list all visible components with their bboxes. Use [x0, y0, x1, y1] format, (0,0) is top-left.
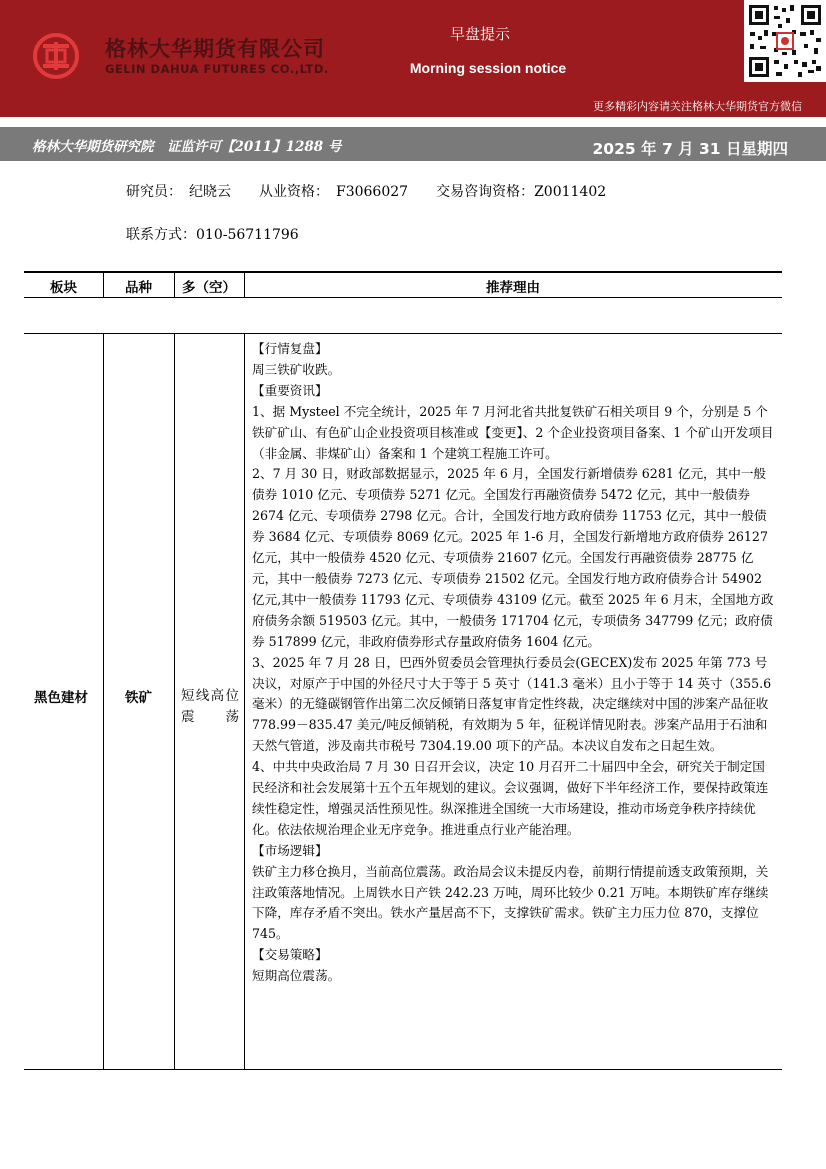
- reason-paragraph: 2、7 月 30 日，财政部数据显示，2025 年 6 月，全国发行新增债券 6281 亿元，其中一般债券 1010 亿元、专项债券 5271 亿元。全国发行再融资债券 5472 亿元，其中一般债券 2674 亿元、专项债券 2798 亿元。合计，全国发行地方政府债券 11753 亿元，其中一般债券 3684 亿元、专项债券 8069 亿元。2025 年 1-6 月，全国发行新增地方政府债券 26127 亿元，其中一般债券 4520 亿元、专项债券 21607 亿元。全国发行再融资债券 28775 亿元，其中一般债券 7273 亿元、专项债券 21502 亿元。全国发行地方政府债券合计 54902 亿元,其中一般债券 11793 亿元、专项债券 43109 亿元。截至 2025 年 6 月末，全国地方政府债务余额 519503 亿元。其中，一般债务 171704 亿元，专项债务 347799 亿元；政府债券 517899 亿元，非政府债券形式存量政府债务 1604 亿元。: [252, 466, 774, 649]
- reason-paragraph: 4、中共中央政治局 7 月 30 日召开会议，决定 10 月召开二十届四中全会，研究关于制定国民经济和社会发展第十五个五年规划的建议。会议强调，做好下半年经济工作，要保持政策连续性稳定性，增强灵活性预见性。纵深推进全国统一大市场建设，推动市场竞争秩序持续优化。依法依规治理企业无序竞争。推进重点行业产能治理。: [252, 759, 769, 837]
- contact-info: 联系方式：010-56711796: [126, 227, 299, 243]
- reason-paragraph: 短期高位震荡。: [252, 968, 341, 984]
- column-divider: [244, 333, 245, 1070]
- reason-cell: [252, 339, 776, 987]
- researcher-info: 研究员： 纪晓云 从业资格： F3066027 交易咨询资格：Z0011402: [126, 184, 607, 200]
- reason-heading: 【重要资讯】: [252, 382, 328, 398]
- reason-paragraph: 3、2025 年 7 月 28 日，巴西外贸委员会管理执行委员会(GECEX)发布 2025 年第 773 号决议，对原产于中国的外径尺寸大于等于 5 英寸（141.3 毫米）且小于等于 14 英寸（355.6 毫米）的无缝碳钢管作出第二次反倾销日落复审肯定性终裁，决定继续对中国的涉案产品征收 778.99－835.47 美元/吨反倾销税，有效期为 5 年，征税详情见附表。涉案产品用于石油和天然气管道，涉及南共市税号 7304.19.00 项下的产品。本决议自发布之日起生效。: [252, 654, 772, 754]
- reason-paragraph: 铁矿主力移仓换月，当前高位震荡。政治局会议未提反内卷，前期行情提前透支政策预期，关注政策落地情况。上周铁水日产铁 242.23 万吨，周环比较少 0.21 万吨。本期铁矿库存继续下降，库存矛盾不突出。铁水产量居高不下，支撑铁矿需求。铁矿主力压力位 870，支撑位 745。: [252, 863, 769, 942]
- header-reason: 推荐理由: [486, 280, 540, 296]
- report-title-cn: 早盘提示: [449, 25, 510, 43]
- variety-cell: 铁矿: [125, 690, 152, 706]
- institute-license: 格林大华期货研究院 证监许可【2011】1288 号: [32, 139, 342, 155]
- report-title-en: Morning session notice: [409, 60, 567, 76]
- header-variety: 品种: [125, 280, 152, 296]
- reason-heading: 【市场逻辑】: [252, 842, 328, 858]
- report-date: 2025 年 7 月 31 日星期四: [592, 140, 788, 158]
- company-name-en: GELIN DAHUA FUTURES CO.,LTD.: [105, 62, 329, 76]
- company-logo-icon: [32, 32, 80, 80]
- wechat-note: 更多精彩内容请关注格林大华期货官方微信: [593, 100, 802, 113]
- table-bottom-border: [24, 1069, 782, 1070]
- direction-cell: 短线高位震荡: [181, 688, 239, 725]
- column-divider: [103, 333, 104, 1070]
- table-row-top-border: [24, 333, 782, 334]
- table-header-border: [24, 297, 782, 298]
- reason-heading: 【行情复盘】: [252, 341, 328, 356]
- company-name-cn: 格林大华期货有限公司: [105, 37, 325, 61]
- reason-heading: 【交易策略】: [252, 947, 328, 963]
- sector-cell: 黑色建材: [34, 690, 88, 706]
- reason-paragraph: 1、据 Mysteel 不完全统计，2025 年 7 月河北省共批复铁矿石相关项目 9 个，分别是 5 个铁矿矿山、有色矿山企业投资项目核准或【变更】、2 个企业投资项目备案、1 个矿山开发项目（非金属、非煤矿山）备案和 1 个建筑工程施工许可。: [252, 403, 774, 461]
- qr-code-icon: [744, 0, 826, 82]
- header-sector: 板块: [50, 280, 77, 296]
- column-divider: [174, 333, 175, 1070]
- table-top-border: [24, 271, 782, 273]
- reason-paragraph: 周三铁矿收跌。: [252, 361, 341, 377]
- header-direction: 多（空）: [182, 280, 236, 296]
